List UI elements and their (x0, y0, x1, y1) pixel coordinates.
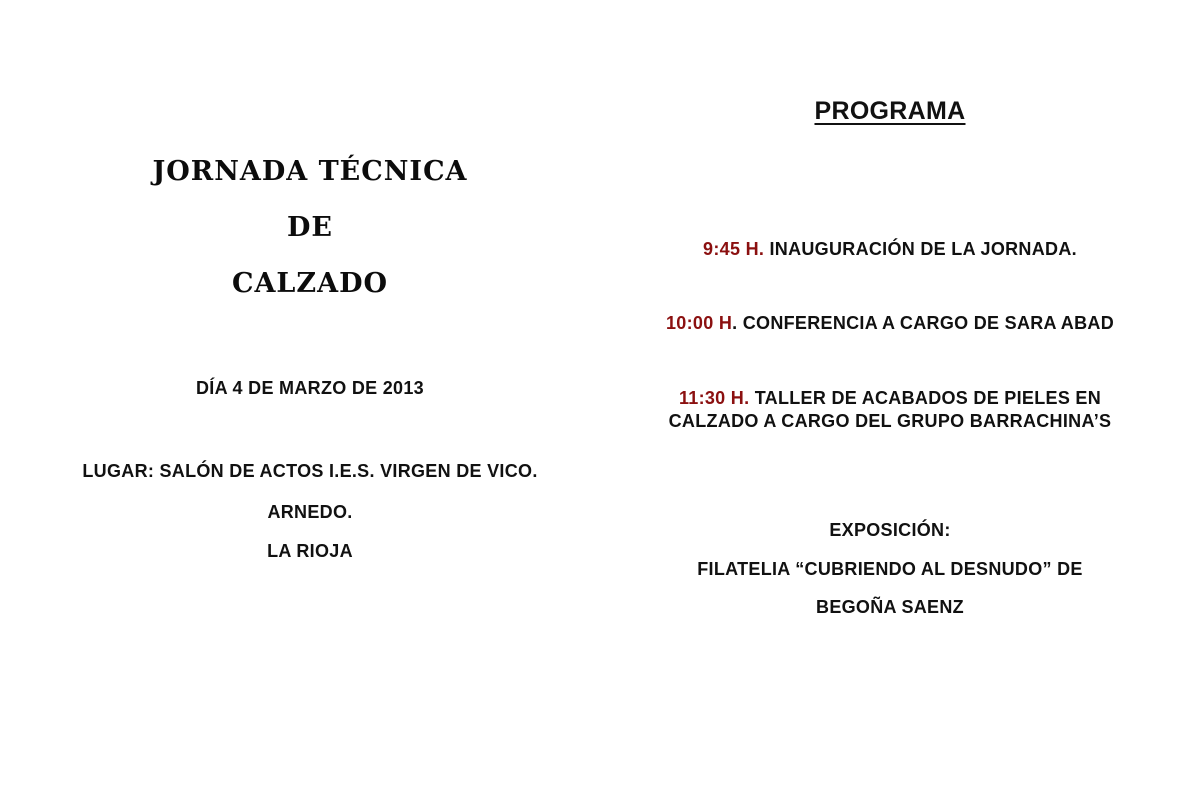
event-date: DÍA 4 DE MARZO DE 2013 (196, 378, 424, 398)
program-item-text: INAUGURACIÓN DE LA JORNADA. (764, 239, 1077, 259)
program-item-text: TALLER DE ACABADOS DE PIELES EN (749, 388, 1102, 408)
event-title-line-3: CALZADO (231, 268, 388, 299)
program-item-time: 10:00 H (665, 313, 733, 333)
exhibition-line: FILATELIA “CUBRIENDO AL DESNUDO” DE (697, 559, 1083, 579)
event-location-line-2: ARNEDO. (267, 502, 353, 522)
exhibition-line: BEGOÑA SAENZ (816, 597, 964, 617)
program-item-time: 11:30 H. (678, 388, 750, 408)
program-column (580, 0, 1200, 800)
event-location-line-3: LA RIOJA (267, 541, 353, 561)
exhibition-heading: EXPOSICIÓN: (829, 520, 951, 540)
program-item (580, 388, 1200, 409)
event-title-line-2: DE (287, 212, 333, 243)
event-title-line-1: JORNADA TÉCNICA (152, 156, 468, 187)
program-heading: PROGRAMA (814, 97, 966, 125)
program-item (580, 313, 1200, 334)
event-location-line-1: LUGAR: SALÓN DE ACTOS I.E.S. VIRGEN DE VICO. (82, 461, 538, 481)
program-item-time: 9:45 H. (703, 239, 765, 259)
program-item-continuation: CALZADO A CARGO DEL GRUPO BARRACHINA’S (668, 411, 1112, 431)
program-item-text: . CONFERENCIA A CARGO DE SARA ABAD (732, 313, 1114, 333)
program-item (580, 239, 1200, 260)
